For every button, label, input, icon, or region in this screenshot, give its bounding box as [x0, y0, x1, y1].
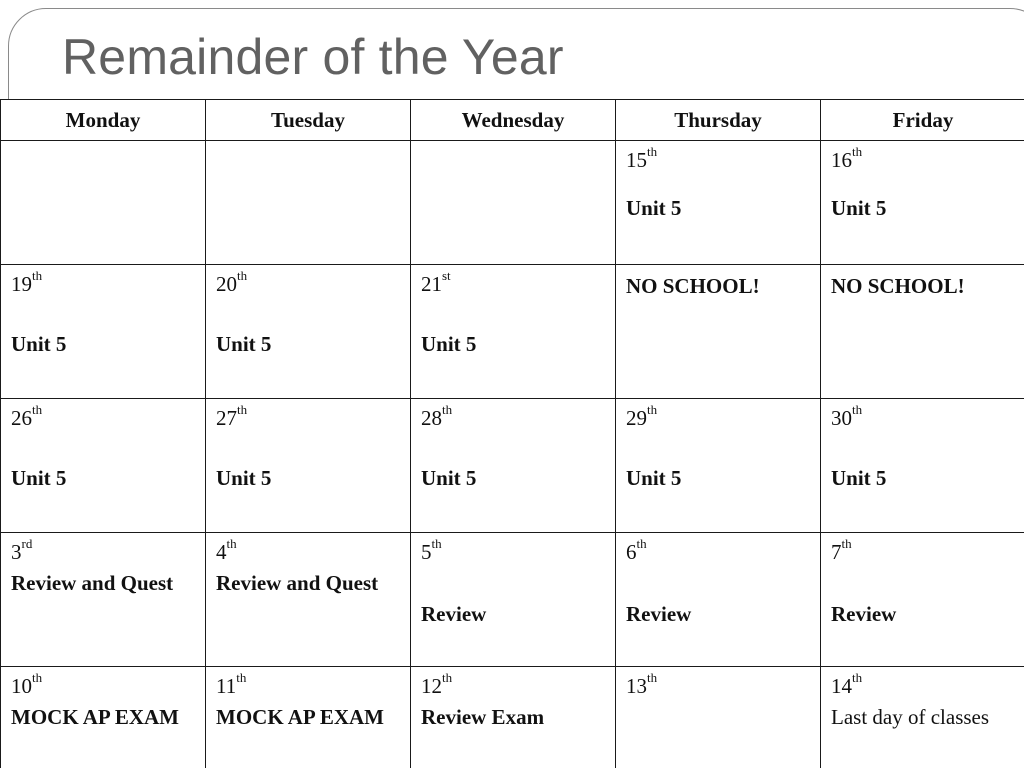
day-cell: [206, 141, 411, 265]
day-date: 16th: [831, 144, 863, 172]
day-event: Review: [831, 602, 897, 626]
header-thursday: Thursday: [616, 100, 821, 141]
day-event: NO SCHOOL!: [626, 274, 760, 298]
day-event: Unit 5: [421, 332, 477, 356]
day-event: Review: [626, 602, 692, 626]
header-tuesday: Tuesday: [206, 100, 411, 141]
day-date: 14th: [831, 670, 863, 698]
day-event: Unit 5: [626, 196, 682, 220]
day-cell: [616, 399, 821, 533]
day-date: 15th: [626, 144, 658, 172]
day-cell: [411, 265, 616, 399]
day-cell: [616, 265, 821, 399]
day-date: 29th: [626, 402, 658, 430]
day-date: 6th: [626, 536, 647, 564]
day-date: 19th: [11, 268, 43, 296]
day-cell: [206, 667, 411, 768]
day-event: Review and Quest: [216, 571, 379, 595]
day-event: Review and Quest: [11, 571, 174, 595]
day-cell: [1, 265, 206, 399]
day-cell: [411, 667, 616, 768]
day-cell: [1, 399, 206, 533]
day-event: Review Exam: [421, 705, 545, 729]
week-row-1: [1, 141, 1024, 265]
day-cell: [206, 533, 411, 667]
day-date: 28th: [421, 402, 453, 430]
day-event: Unit 5: [216, 332, 272, 356]
day-date: 7th: [831, 536, 852, 564]
week-row-2: [1, 265, 1024, 399]
day-date: 11th: [216, 670, 247, 698]
day-cell: [1, 141, 206, 265]
day-cell: [821, 399, 1024, 533]
day-cell: [411, 141, 616, 265]
day-event: Last day of classes: [831, 705, 990, 729]
day-event: Review: [421, 602, 487, 626]
day-cell: [206, 265, 411, 399]
day-event: MOCK AP EXAM: [11, 705, 179, 729]
day-cell: [821, 533, 1024, 667]
day-cell: [1, 667, 206, 768]
day-date: 27th: [216, 402, 248, 430]
header-monday: Monday: [1, 100, 206, 141]
day-cell: [821, 265, 1024, 399]
header-wednesday: Wednesday: [411, 100, 616, 141]
day-date: 10th: [11, 670, 43, 698]
day-date: 20th: [216, 268, 248, 296]
day-date: 21st: [421, 268, 451, 296]
day-cell: [616, 533, 821, 667]
day-date: 5th: [421, 536, 442, 564]
day-event: Unit 5: [216, 466, 272, 490]
day-date: 26th: [11, 402, 43, 430]
day-event: NO SCHOOL!: [831, 274, 965, 298]
day-event: Unit 5: [831, 466, 887, 490]
day-cell: [616, 141, 821, 265]
header-friday: Friday: [821, 100, 1024, 141]
day-event: Unit 5: [831, 196, 887, 220]
day-cell: [616, 667, 821, 768]
day-event: MOCK AP EXAM: [216, 705, 384, 729]
day-date: 13th: [626, 670, 658, 698]
day-date: 3rd: [11, 536, 33, 564]
day-event: Unit 5: [626, 466, 682, 490]
calendar-table: [0, 99, 1024, 768]
day-date: 30th: [831, 402, 863, 430]
day-cell: [206, 399, 411, 533]
day-cell: [821, 141, 1024, 265]
day-event: Unit 5: [11, 332, 67, 356]
week-row-5: [1, 667, 1024, 768]
day-cell: [411, 533, 616, 667]
day-event: Unit 5: [421, 466, 477, 490]
header-row: [1, 100, 1024, 141]
day-date: 12th: [421, 670, 453, 698]
week-row-3: [1, 399, 1024, 533]
day-cell: [411, 399, 616, 533]
week-row-4: [1, 533, 1024, 667]
day-event: Unit 5: [11, 466, 67, 490]
day-cell: [1, 533, 206, 667]
day-date: 4th: [216, 536, 237, 564]
slide-title: Remainder of the Year: [62, 29, 564, 85]
day-cell: [821, 667, 1024, 768]
